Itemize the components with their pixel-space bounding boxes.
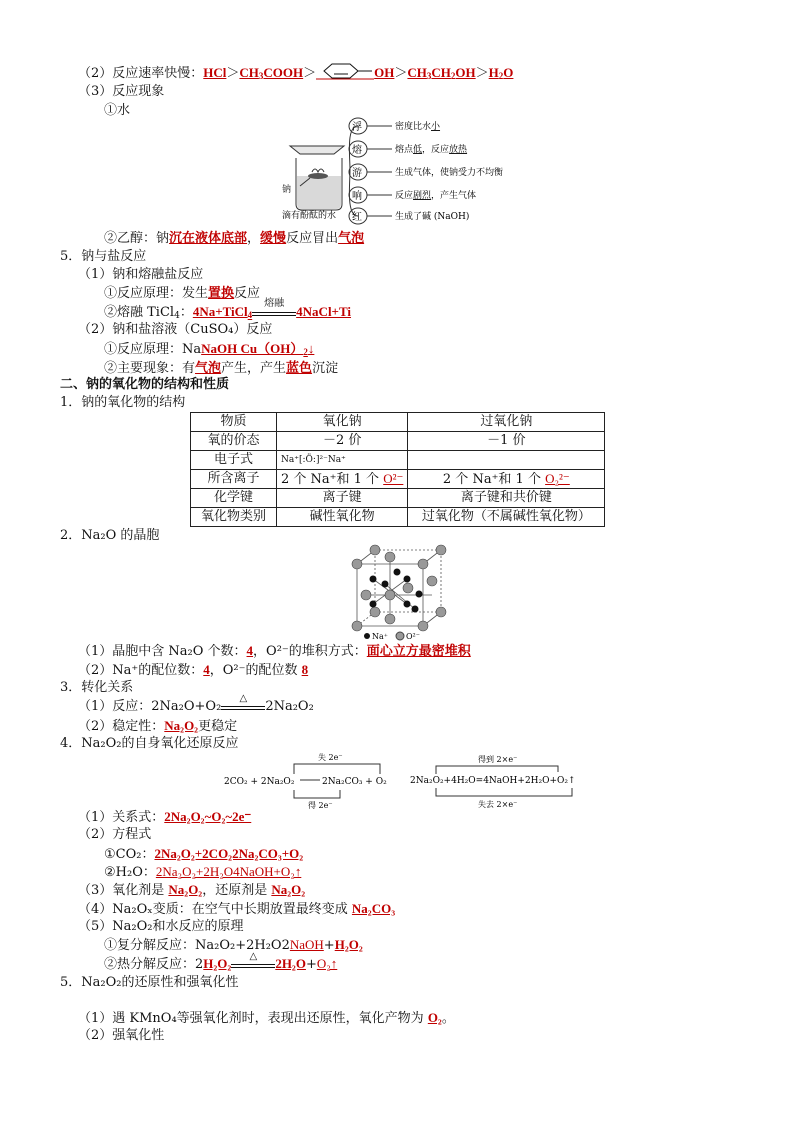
svg-text:得 2e⁻: 得 2e⁻ [308, 801, 333, 810]
phenomena-solution-line: ②主要现象：有气泡产生，产生蓝色沉淀 [104, 360, 339, 376]
svg-text:失 2e⁻: 失 2e⁻ [318, 753, 343, 762]
strong-oxidizing-heading: （2）强氧化性 [78, 1028, 165, 1043]
oxide-ion-legend-icon [396, 632, 404, 640]
sodium-water-diagram [278, 116, 528, 226]
table-row: 电子式 Na⁺[:Ö:]²⁻Na⁺ [191, 451, 605, 470]
svg-text:浮: 浮 [352, 122, 362, 133]
sub-2-salt-solution: （2）钠和盐溶液（CuSO₄）反应 [78, 322, 273, 337]
svg-text:Na⁺: Na⁺ [372, 632, 388, 641]
table-row: 物质 氧化钠 过氧化钠 [191, 413, 605, 432]
svg-text:得到 2×e⁻: 得到 2×e⁻ [478, 755, 518, 764]
svg-text:生成了碱 (NaOH): 生成了碱 (NaOH) [395, 212, 470, 222]
reaction-condition-arrow: 熔融 [252, 306, 296, 316]
table-row: 氧的价态 －2 价 －1 价 [191, 432, 605, 451]
svg-text:生成气体，使钠受力不均衡: 生成气体，使钠受力不均衡 [395, 168, 504, 178]
svg-text:反应剧烈，产生气体: 反应剧烈，产生气体 [395, 191, 477, 201]
molten-ticl4-line: ②熔融 TiCl$_4$：4Na+TiCl$_4$ 熔融 4NaCl+Ti [104, 298, 352, 321]
cell-count-line: （1）晶胞中含 Na₂O 个数：4，O²⁻的堆积方式：面心立方最密堆积 [78, 643, 471, 659]
table-row: 化学键 离子键 离子键和共价键 [191, 489, 605, 508]
svg-text:游: 游 [352, 168, 362, 179]
electron-transfer-diagram-h2o [408, 750, 588, 810]
svg-text:2Na₂O₂+4H₂O=4NaOH+2H₂O+O₂↑: 2Na₂O₂+4H₂O=4NaOH+2H₂O+O₂↑ [410, 776, 576, 786]
svg-text:熔点低，反应放热: 熔点低，反应放热 [395, 145, 468, 155]
key-list [349, 118, 367, 224]
stability-line: （2）稳定性：Na₂O₂更稳定 [78, 718, 238, 734]
benzene-ring-icon [316, 63, 374, 81]
answer-water: $H_2O$ [488, 65, 514, 81]
mechanism-heading: （5）Na₂O₂和水反应的原理 [78, 919, 244, 934]
label-phenolphthalein-water: 滴有酚酞的水 [282, 211, 337, 221]
answer-phenol: OH [374, 65, 395, 80]
oxide-comparison-table [190, 412, 605, 527]
na2o-cell-heading: 2．Na₂O 的晶胞 [60, 528, 160, 543]
kmno4-line: （1）遇 KMnO₄等强氧化剂时，表现出还原性，氧化产物为 O₂。 [78, 1010, 455, 1026]
h2o-equation-line: ②H₂O：2Na₂O₂+2H₂O4NaOH+O₂↑ [104, 864, 302, 880]
answer-acetic: $CH_3COOH$ [239, 65, 304, 81]
electron-transfer-diagram-co2 [222, 750, 402, 810]
svg-text:红: 红 [352, 212, 362, 223]
na-ion-legend-icon [364, 633, 370, 639]
item-ethanol: ②乙醇：钠沉在液体底部，缓慢反应冒出气泡 [104, 230, 365, 246]
part-2-heading: 二、钠的氧化物的结构和性质 [60, 377, 230, 392]
svg-text:熔: 熔 [352, 145, 362, 156]
na2o-crystal-cell-diagram [345, 544, 455, 644]
co2-equation-line: ①CO₂：2Na₂O₂+2CO₂2Na₂CO₃+O₂ [104, 846, 304, 862]
svg-text:2CO₂ + 2Na₂O₂: 2CO₂ + 2Na₂O₂ [224, 777, 295, 787]
equations-heading: （2）方程式 [78, 827, 152, 842]
section-5-heading: 5．钠与盐反应 [60, 249, 147, 264]
metathesis-line: ①复分解反应：Na₂O₂+2H₂O2NaOH+H₂O₂ [104, 937, 363, 953]
rate-line: （2）反应速率快慢：$HCl>CH_3COOH> OH>CH_3CH_2OH>H_2O$ [78, 65, 514, 81]
thermal-decomp-line: ②热分解反应：2H₂O₂ △ 2H₂O+O₂↑ [104, 951, 338, 972]
redox-heading: 4．Na₂O₂的自身氧化还原反应 [60, 736, 239, 751]
sub-1-molten-salt: （1）钠和熔融盐反应 [78, 267, 204, 282]
conversion-reaction-line: （1）反应：2Na₂O+O₂ △ 2Na₂O₂ [78, 693, 314, 714]
table-row: 氧化物类别 碱性氧化物 过氧化物（不属碱性氧化物） [191, 508, 605, 527]
svg-text:响: 响 [352, 191, 362, 202]
answer-ethanol: $CH_3CH_2OH$ [407, 65, 476, 81]
item-water: ①水 [104, 103, 131, 118]
conversion-heading: 3．转化关系 [60, 680, 134, 695]
coordination-line: （2）Na⁺的配位数：4，O²⁻的配位数 8 [78, 662, 309, 678]
degradation-line: （4）Na₂Oₓ变质：在空气中长期放置最终变成 Na₂CO₃ [78, 901, 396, 917]
beaker-icon [290, 146, 344, 210]
answer-hcl: HCl [203, 65, 227, 80]
reducing-oxidizing-heading: 5．Na₂O₂的还原性和强氧化性 [60, 975, 239, 990]
oxide-structure-heading: 1．钠的氧化物的结构 [60, 395, 186, 410]
label-sodium: 钠 [282, 185, 292, 195]
table-row: 所含离子 2 个 Na⁺和 1 个 O²⁻ 2 个 Na⁺和 1 个 O₂²⁻ [191, 470, 605, 489]
subheading-phenomena: （3）反应现象 [78, 84, 165, 99]
svg-text:失去 2×e⁻: 失去 2×e⁻ [478, 800, 518, 809]
principle-line: ①反应原理：发生置换反应 [104, 285, 261, 301]
principle-solution-line: ①反应原理：NaNaOH $Cu(OH)_2↓$ [104, 341, 315, 357]
svg-text:O²⁻: O²⁻ [406, 632, 420, 641]
relation-line: （1）关系式：2Na₂O₂~O₂~2e⁻ [78, 809, 252, 825]
svg-text:2Na₂CO₃ + O₂: 2Na₂CO₃ + O₂ [322, 777, 387, 787]
oxidant-reductant-line: （3）氧化剂是 Na₂O₂，还原剂是 Na₂O₂ [78, 882, 306, 898]
svg-text:密度比水小: 密度比水小 [395, 122, 441, 132]
